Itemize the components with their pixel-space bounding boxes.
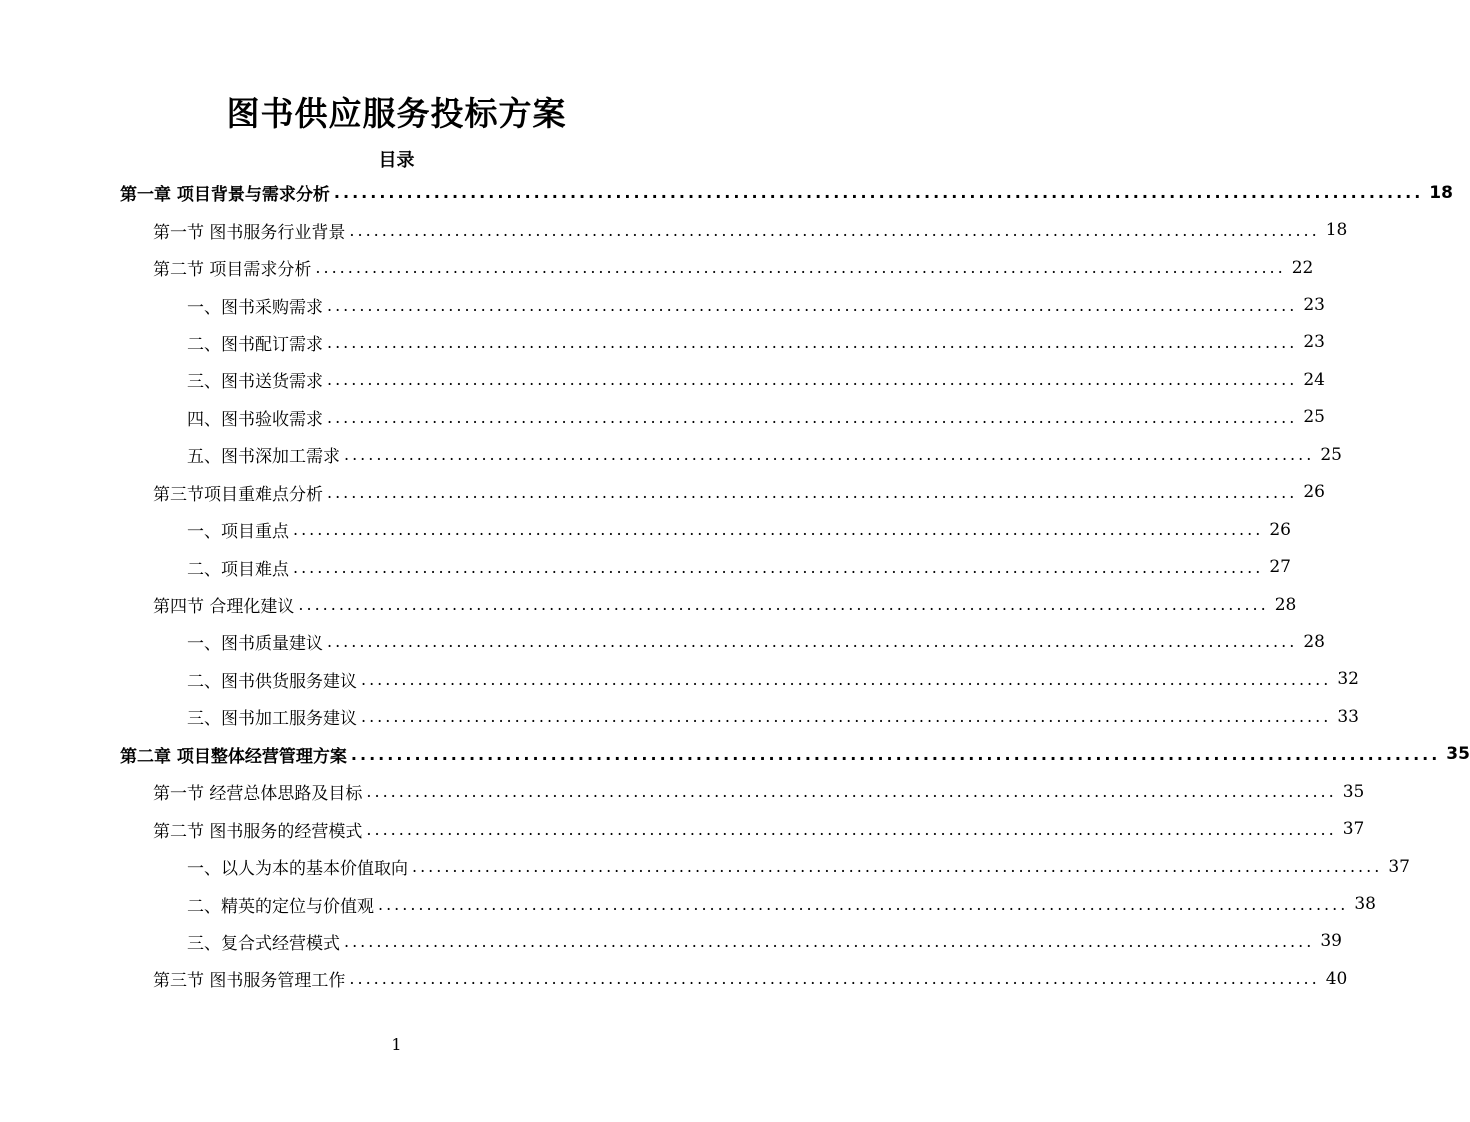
page-number: 1 — [391, 1035, 402, 1054]
table-of-contents — [0, 174, 1470, 998]
toc-leader-dots: ........................................................................................................................ — [361, 669, 1332, 689]
toc-entry[interactable] — [0, 586, 1297, 623]
toc-entry[interactable] — [0, 960, 1348, 997]
toc-entry-page: 23 — [1303, 332, 1325, 353]
toc-entry-label: 第三节项目重难点分析 — [153, 484, 323, 505]
toc-entry[interactable] — [0, 736, 1470, 773]
toc-entry-page: 23 — [1303, 295, 1325, 316]
toc-entry-page: 28 — [1303, 631, 1325, 652]
toc-entry-label: 第四节 合理化建议 — [153, 597, 295, 618]
toc-leader-dots: ........................................................................................................................ — [349, 220, 1320, 240]
toc-entry[interactable] — [0, 286, 1325, 323]
toc-leader-dots: ........................................................................................................................ — [327, 632, 1298, 652]
toc-entry-label: 三、图书送货需求 — [187, 372, 323, 393]
toc-entry[interactable] — [0, 399, 1325, 436]
toc-leader-dots: ........................................................................................................................ — [366, 782, 1337, 802]
toc-entry-page: 37 — [1342, 819, 1365, 840]
toc-entry[interactable] — [0, 511, 1291, 548]
toc-leader-dots: ........................................................................................................................ — [327, 295, 1298, 315]
toc-entry-label: 三、图书加工服务建议 — [187, 709, 357, 730]
toc-entry-page: 40 — [1325, 968, 1348, 989]
toc-entry-page: 37 — [1388, 856, 1410, 877]
toc-entry[interactable] — [0, 773, 1365, 810]
toc-leader-dots: ........................................................................................................................ — [293, 557, 1264, 577]
toc-leader-dots: ........................................................................................................................ — [344, 445, 1315, 465]
toc-entry-page: 22 — [1291, 257, 1314, 278]
toc-entry[interactable] — [0, 548, 1291, 585]
toc-entry[interactable] — [0, 474, 1325, 511]
toc-entry[interactable] — [0, 249, 1314, 286]
toc-entry[interactable] — [0, 810, 1365, 847]
toc-entry-page: 25 — [1320, 444, 1342, 465]
toc-entry-page: 18 — [1429, 182, 1453, 203]
toc-leader-dots: ........................................................................................................................ — [349, 969, 1320, 989]
toc-entry-page: 24 — [1303, 369, 1325, 390]
toc-leader-dots: ........................................................................................................................ — [327, 482, 1298, 502]
toc-leader-dots: ........................................................................................................................ — [350, 744, 1441, 764]
document-title: 图书供应服务投标方案 — [226, 94, 567, 133]
toc-leader-dots: ........................................................................................................................ — [366, 819, 1337, 839]
toc-entry-page: 35 — [1342, 781, 1365, 802]
toc-entry-label: 第三节 图书服务管理工作 — [153, 971, 346, 992]
toc-entry[interactable] — [0, 885, 1376, 922]
toc-entry-page: 25 — [1303, 407, 1325, 428]
toc-entry-label: 二、项目难点 — [187, 559, 289, 580]
toc-leader-dots: ........................................................................................................................ — [361, 707, 1332, 727]
toc-entry[interactable] — [0, 698, 1359, 735]
toc-entry-label: 一、以人为本的基本价值取向 — [187, 859, 408, 880]
toc-leader-dots: ........................................................................................................................ — [315, 258, 1286, 278]
toc-entry[interactable] — [0, 211, 1348, 248]
toc-entry-page: 33 — [1337, 706, 1359, 727]
toc-entry-label: 一、项目重点 — [187, 522, 289, 543]
toc-leader-dots: ........................................................................................................................ — [298, 595, 1269, 615]
toc-entry-label: 一、图书采购需求 — [187, 297, 323, 318]
toc-entry-page: 35 — [1446, 744, 1470, 765]
toc-leader-dots: ........................................................................................................................ — [333, 183, 1424, 203]
toc-entry-page: 26 — [1269, 519, 1291, 540]
toc-entry-label: 第一节 经营总体思路及目标 — [153, 784, 363, 805]
toc-entry-label: 第二章 项目整体经营管理方案 — [120, 746, 347, 767]
toc-entry-label: 二、图书供货服务建议 — [187, 671, 357, 692]
toc-leader-dots: ........................................................................................................................ — [327, 370, 1298, 390]
toc-entry-label: 第二节 图书服务的经营模式 — [153, 821, 363, 842]
toc-heading: 目录 — [378, 150, 415, 171]
toc-entry-label: 第一节 图书服务行业背景 — [153, 222, 346, 243]
toc-entry-page: 18 — [1325, 220, 1348, 241]
toc-entry-page: 28 — [1274, 594, 1297, 615]
toc-leader-dots: ........................................................................................................................ — [327, 407, 1298, 427]
toc-entry-label: 二、图书配订需求 — [187, 334, 323, 355]
toc-entry-page: 32 — [1337, 669, 1359, 690]
toc-entry[interactable] — [0, 848, 1410, 885]
toc-leader-dots: ........................................................................................................................ — [293, 520, 1264, 540]
toc-entry-page: 26 — [1303, 482, 1325, 503]
toc-entry[interactable] — [0, 436, 1342, 473]
toc-leader-dots: ........................................................................................................................ — [327, 332, 1298, 352]
toc-entry[interactable] — [0, 661, 1359, 698]
toc-entry[interactable] — [0, 623, 1325, 660]
toc-entry-label: 四、图书验收需求 — [187, 409, 323, 430]
toc-entry-label: 第二节 项目需求分析 — [153, 260, 312, 281]
toc-entry-label: 第一章 项目背景与需求分析 — [120, 185, 330, 206]
toc-entry[interactable] — [0, 324, 1325, 361]
toc-leader-dots: ........................................................................................................................ — [378, 894, 1349, 914]
toc-entry-page: 38 — [1354, 894, 1376, 915]
toc-entry-label: 二、精英的定位与价值观 — [187, 896, 374, 917]
toc-entry-label: 一、图书质量建议 — [187, 634, 323, 655]
toc-entry-label: 三、复合式经营模式 — [187, 933, 340, 954]
toc-entry-page: 39 — [1320, 931, 1342, 952]
toc-leader-dots: ........................................................................................................................ — [344, 931, 1315, 951]
toc-leader-dots: ........................................................................................................................ — [412, 857, 1383, 877]
toc-entry[interactable] — [0, 174, 1453, 211]
toc-entry-page: 27 — [1269, 557, 1291, 578]
toc-entry[interactable] — [0, 923, 1342, 960]
toc-entry-label: 五、图书深加工需求 — [187, 447, 340, 468]
toc-entry[interactable] — [0, 361, 1325, 398]
